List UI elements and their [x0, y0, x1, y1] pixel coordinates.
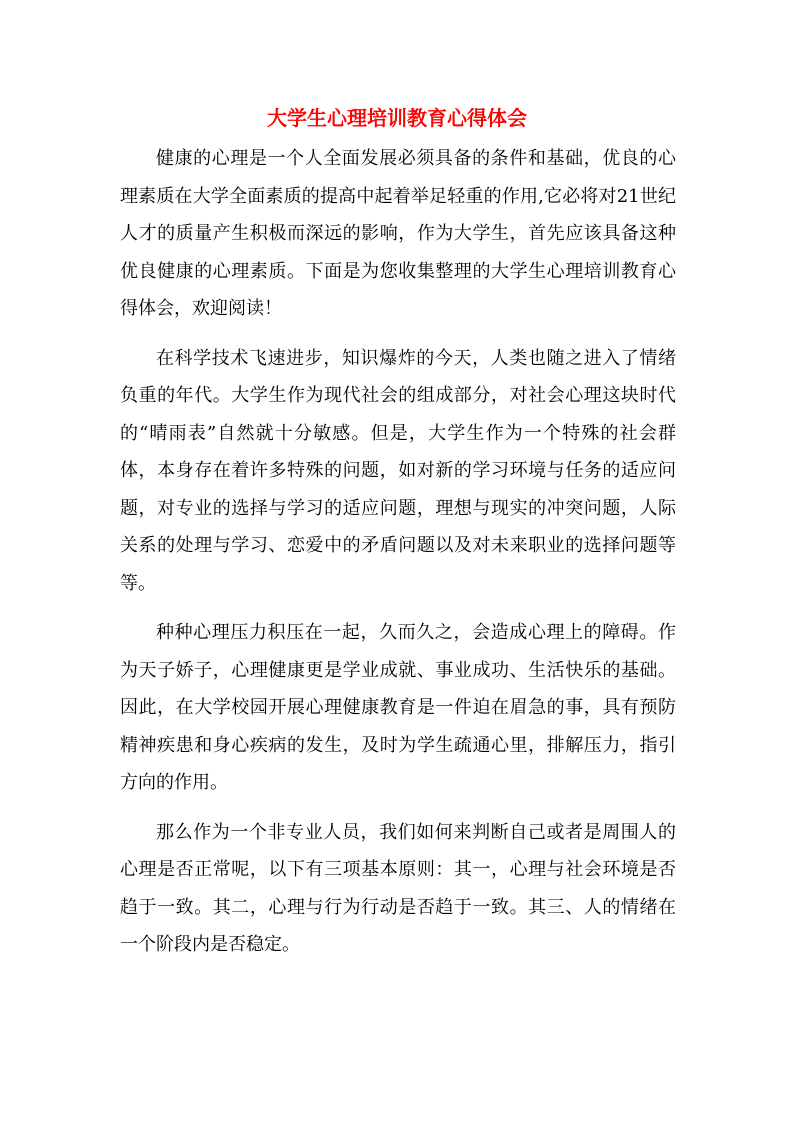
document-title: 大学生心理培训教育心得体会: [267, 106, 527, 130]
paragraph-pressure-era: 在科学技术飞速进步，知识爆炸的今天，人类也随之进入了情绪负重的年代。大学生作为现代社会的组成部分，对社会心理这块时代的“晴雨表”自然就十分敏感。但是，大学生作为一个特殊的社会群体，本身存在着许多特殊的问题，如对新的学习环境与任务的适应问题，对专业的选择与学习的适应问题，理想与现实的冲突问题，人际关系的处理与学习、恋爱中的矛盾问题以及对未来职业的选择问题等等。: [120, 347, 676, 594]
document-body: [120, 140, 676, 976]
paragraph-principles: 那么作为一个非专业人员，我们如何来判断自己或者是周围人的心理是否正常呢，以下有三项基本原则：其一，心理与社会环境是否趋于一致。其二，心理与行为行动是否趋于一致。其三、人的情绪在一个阶段内是否稳定。: [120, 821, 676, 955]
paragraph-intro: 健康的心理是一个人全面发展必须具备的条件和基础，优良的心理素质在大学全面素质的提高中起着举足轻重的作用,它必将对21世纪人才的质量产生积极而深远的影响，作为大学生，首先应该具备这种优良健康的心理素质。下面是为您收集整理的大学生心理培训教育心得体会，欢迎阅读！: [120, 148, 676, 319]
paragraph-mental-barrier: 种种心理压力积压在一起，久而久之，会造成心理上的障碍。作为天子娇子，心理健康更是学业成就、事业成功、生活快乐的基础。因此，在大学校园开展心理健康教育是一件迫在眉急的事，具有预防精神疾患和身心疾病的发生，及时为学生疏通心里，排解压力，指引方向的作用。: [120, 622, 676, 793]
